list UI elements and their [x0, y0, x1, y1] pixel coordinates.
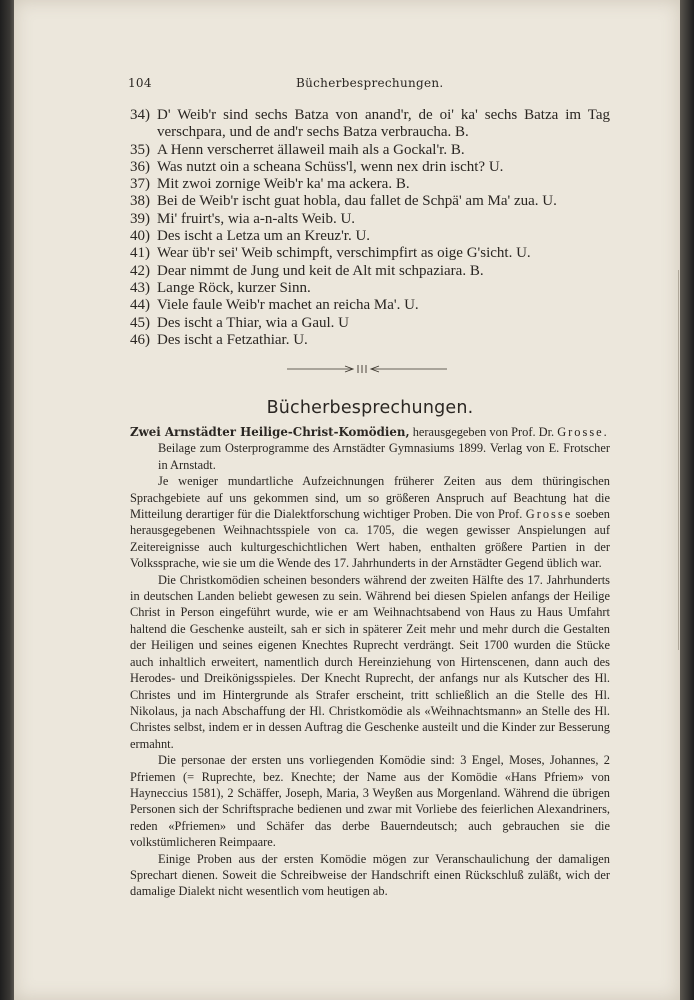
- scan-border-left: [0, 0, 14, 1000]
- saying-number: 41): [130, 245, 150, 262]
- page-number: 104: [128, 76, 152, 90]
- saying-number: 43): [130, 279, 150, 296]
- review-paragraph-1: [130, 473, 610, 571]
- saying-number: 38): [130, 193, 150, 210]
- saying-number: 42): [130, 262, 150, 279]
- saying-item: [130, 245, 610, 262]
- saying-item: [130, 107, 610, 142]
- saying-item: [130, 332, 610, 349]
- saying-text: Wear üb'r sei' Weib schimpft, verschimpfirt as oige G'sicht. U.: [157, 245, 531, 262]
- page-header: [116, 76, 606, 92]
- saying-number: 37): [130, 176, 150, 193]
- page-crease: [678, 270, 679, 650]
- saying-text: Mi' fruirt's, wia a-n-alts Weib. U.: [157, 210, 356, 227]
- review-paragraph-4: Einige Proben aus der ersten Komödie mögen zur Veranschaulichung der damaligen Sprechart dienen. Soweit die Schreibweise der Handschrift einen Rückschluß zuläßt, wich der damalige Dialekt nicht wesentlich vom heutigen ab.: [130, 851, 610, 899]
- saying-number: 34): [130, 107, 150, 123]
- bibliographic-entry: [130, 424, 610, 440]
- saying-text: Des ischt a Thiar, wia a Gaul. U: [157, 314, 349, 331]
- paragraph-text: soeben herausgegebenen Weihnachtsspiele von ca. 1705, die wegen gewisser Anspielungen auf Zeitereignisse auch kulturgeschichtlichen Wert haben, enthalten größere Partien in der Volkssprache, wie sie um die Wende des 17. Jahrhunderts in der Arnstädter Gegend üblich war.: [130, 507, 610, 571]
- review-paragraph-3: Die personae der ersten uns vorliegenden Komödie sind: 3 Engel, Moses, Johannes, 2 Pfriemen (= Ruprechte, bez. Knechte; der Name aus der Komödie «Hans Pfriem» von Hayneccius 1581), 2 Schäffer, Joseph, Maria, 3 Weyßen aus Morgenland. Während die übrigen Personen sich der Schriftsprache bedienen und zwar mit Vorliebe des feierlichen Alexandriners, reden «Pfriemen» und Schäfer das derbe Bauerndeutsch; auch gebrauchen sie die volkstümlicheren Reimpaare.: [130, 753, 610, 850]
- saying-number: 40): [130, 228, 150, 245]
- saying-item: [130, 142, 610, 159]
- saying-item: [130, 211, 610, 228]
- review-book-title: Zwei Arnstädter Heilige-Christ-Komödien,: [130, 425, 410, 439]
- scan-border-right: [680, 0, 694, 1000]
- author-name: Grosse: [525, 507, 573, 522]
- bib-author: Grosse.: [557, 425, 609, 439]
- saying-text: Dear nimmt de Jung und keit de Alt mit schpaziara. B.: [157, 262, 484, 279]
- saying-number: 35): [130, 141, 150, 158]
- paragraph-text: Je weniger mundartliche Aufzeichnungen früherer Zeiten aus dem thüringischen Sprachgebiete auf uns gekommen sind, um so größeren Anspruch auf Beachtung hat die Mitteilung derartiger für die Dialektforschung wichtiger Proben. Die von Prof.: [130, 474, 610, 522]
- saying-text: Bei de Weib'r ischt guat hobla, dau fallet de Schpä' am Ma' zua. U.: [157, 193, 557, 210]
- saying-item: [130, 315, 610, 332]
- saying-item: [130, 176, 610, 193]
- saying-text: Was nutzt oin a scheana Schüss'l, wenn nex drin ischt? U.: [157, 158, 504, 175]
- section-divider-ornament: [287, 362, 447, 376]
- review-paragraph-2: Die Christkomödien scheinen besonders während der zweiten Hälfte des 17. Jahrhunderts in deutschen Landen beliebt gewesen zu sein. Während bei diesen Spielen anfangs der Heilige Christ in Person eingeführt wurde, wie er am Weihnachtsabend von Haus zu Haus Umfahrt haltend die Geschenke austeilt, sah er sich in späterer Zeit mehr und mehr durch die Gestalten der Heiligen und seines eigenen Knechtes Ruprecht verdrängt. Seit 1700 wurden die Stücke auch inhaltlich erweitert, namentlich durch Hereinziehung von Hirtenscenen, dann auch des Herodes- und Dreikönigsspieles. Der Knecht Ruprecht, der anfangs nur als Kutscher des Hl. Christes und im Hintergrunde als Strafer erscheint, tritt schließlich an die Stelle des Hl. Nikolaus, ja nach Abschaffung der Hl. Christkomödie als «Weihnachtsmann» an Stelle des Hl. Christes selbst, indem er in dessen Auftrag die Geschenke austeilt und die Kinder zur Besserung ermahnt.: [130, 572, 610, 751]
- saying-item: [130, 193, 610, 210]
- saying-number: 44): [130, 297, 150, 314]
- section-title: Bücherbesprechungen.: [266, 398, 474, 418]
- saying-number: 36): [130, 158, 150, 175]
- book-review: [130, 424, 610, 900]
- saying-number: 45): [130, 314, 150, 331]
- saying-number: 46): [130, 331, 150, 348]
- saying-item: [130, 228, 610, 245]
- running-head: Bücherbesprechungen.: [296, 76, 444, 90]
- saying-item: [130, 159, 610, 176]
- saying-text: Des ischt a Letza um an Kreuz'r. U.: [157, 228, 371, 245]
- saying-item: [130, 263, 610, 280]
- saying-text: Des ischt a Fetzathiar. U.: [157, 331, 308, 348]
- saying-number: 39): [130, 210, 150, 227]
- saying-item: [130, 280, 610, 297]
- sayings-list: [130, 107, 610, 349]
- saying-text: Mit zwoi zornige Weib'r ka' ma ackera. B.: [157, 176, 410, 193]
- bib-text: herausgegeben von Prof. Dr.: [409, 425, 558, 439]
- saying-text: Lange Röck, kurzer Sinn.: [157, 279, 311, 296]
- saying-text: Viele faule Weib'r machet an reicha Ma'. U.: [157, 297, 419, 314]
- bibliographic-details: Beilage zum Osterprogramme des Arnstädter Gymnasiums 1899. Verlag von E. Frotscher in Arnstadt.: [158, 441, 610, 472]
- saying-text: A Henn verscherret ällaweil maih als a Gockal'r. B.: [157, 141, 465, 158]
- saying-item: [130, 297, 610, 314]
- saying-text: D' Weib'r sind sechs Batza von anand'r, de oi' ka' sechs Batza im Tag verschpara, und de and'r sechs Batza verbraucha. B.: [157, 107, 610, 141]
